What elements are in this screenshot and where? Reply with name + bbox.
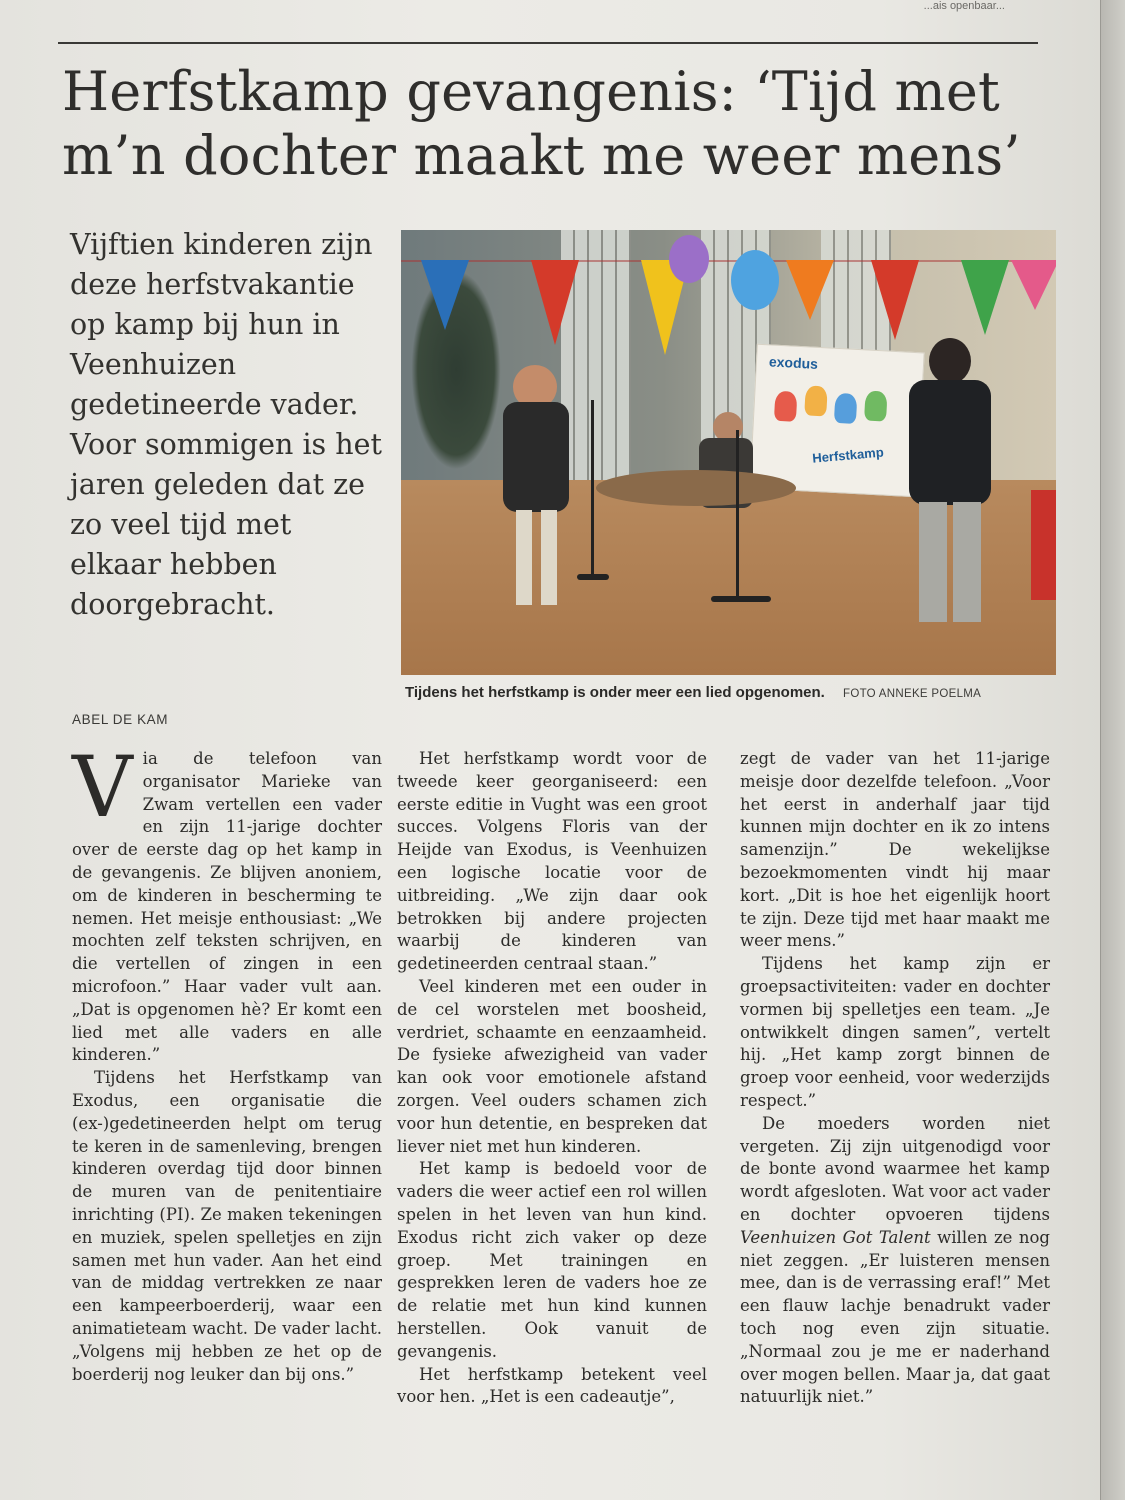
bunting-flag <box>531 260 579 345</box>
banner-title: Herfstkamp <box>811 444 885 466</box>
bunting-flag <box>421 260 469 330</box>
article-column-1 <box>72 738 382 1386</box>
paragraph-text: ia de telefoon van organisator Marieke van Zwam vertellen een vader en zijn 11-jarige dochter over de eerste dag op het kamp in de gevangenis. Ze blijven anoniem, om de kinderen in bescherming te nemen. Het meisje enthousiast: „We mochten zelf teksten schrijven, en die vertellen of zingen in een microfoon.” Haar vader vult aan. „Dat is opgenomen hè? Er komt een lied met alle vaders en alle kinderen.” <box>72 749 382 1065</box>
article-column-3 <box>740 748 1050 1409</box>
paragraph: zegt de vader van het 11-jarige meisje door dezelfde telefoon. „Voor het eerst in anderhalf jaar tijd kunnen mijn dochter en ik zo intens samenzijn.” De wekelijkse bezoekmomenten vindt hij maar kort. „Dit is hoe het eigenlijk hoort te zijn. Deze tijd met haar maakt me weer mens.” <box>740 749 1050 951</box>
show-title: Veenhuizen Got Talent <box>740 1227 931 1247</box>
exodus-banner <box>749 344 924 498</box>
bunting-flag <box>1011 260 1056 310</box>
drop-cap: V <box>72 738 133 836</box>
paragraph-text: willen ze nog niet zeggen. „Er luisteren mensen mee, dan is de verrassing eraf!” Met een flauw lachje benadrukt vader toch nog even zijn situatie. „Normaal zou je me er naderhand over mogen bellen. Maar ja, dat gaat natuurlijk niet.” <box>740 1227 1050 1407</box>
byline: ABEL DE KAM <box>72 712 169 727</box>
article-headline: Herfstkamp gevangenis: ‘Tijd met m’n dochter maakt me weer mens’ <box>62 60 1021 187</box>
paragraph: Veel kinderen met een ouder in de cel worstelen met boosheid, verdriet, schaamte en eenzaamheid. De fysieke afwezigheid van vader kan ook voor emotionele afstand zorgen. Veel ouders schamen zich voor hun detentie, en bespreken dat liever niet met hun kinderen. <box>397 976 707 1156</box>
bunting-flag <box>961 260 1009 335</box>
paragraph-text: De moeders worden niet vergeten. Zij zijn uitgenodigd voor de bonte avond waarmee het kamp wordt afgesloten. Wat voor act vader en dochter opvoeren tijdens <box>740 1113 1050 1224</box>
paragraph: Tijdens het Herfstkamp van Exodus, een organisatie die (ex-)gedetineerden helpt om terug te keren in de samenleving, brengen kinderen overdag tijd door binnen de muren van de penitentiaire inrichting (PI). Ze maken tekeningen en muziek, spelen spelletjes en zijn samen met hun vader. Aan het eind van de middag vertrekken ze naar een kampeerboerderij, waar een animatieteam wacht. De vader lacht. „Volgens mij hebben ze het op de boerderij nog leuker dan bij ons.” <box>72 1068 382 1384</box>
photo-caption <box>405 684 1055 701</box>
mic-stand <box>591 400 594 580</box>
photo-round-table <box>596 470 796 506</box>
next-page-edge <box>1100 0 1125 1500</box>
article-column-2 <box>397 748 707 1409</box>
paragraph: Het kamp is bedoeld voor de vaders die weer actief een rol willen spelen in het leven van hun kind. Exodus richt zich vaker op deze groep. Met trainingen en gesprekken leren de vaders hoe ze de relatie met hun kind kunnen herstellen. Ook vanuit de gevangenis. <box>397 1159 707 1361</box>
bunting-flag <box>786 260 834 320</box>
photo-credit: FOTO ANNEKE POELMA <box>843 688 982 700</box>
mic-stand-base <box>711 596 771 602</box>
photo-person-body <box>909 380 991 505</box>
mic-stand-base <box>577 574 609 580</box>
top-rule <box>58 42 1038 44</box>
bunting-string <box>401 260 1056 262</box>
paragraph: Het herfstkamp betekent veel voor hen. „Het is een cadeautje”, <box>397 1364 707 1407</box>
paragraph: Tijdens het kamp zijn er groepsactiviteiten: vader en dochter vormen bij spelletjes een team. „Je ontwikkelt dingen samen”, vertelt hij. „Het kamp zorgt binnen de groep voor eenheid, voor wederzijds respect.” <box>740 954 1050 1110</box>
photo-person-leg <box>953 502 981 622</box>
painted-hand <box>774 391 798 422</box>
photo-balloon <box>669 235 709 283</box>
mic-stand <box>736 430 739 600</box>
painted-hand <box>864 390 888 421</box>
paragraph <box>72 738 382 1067</box>
article-photo <box>401 230 1056 675</box>
article-lede: Vijftien kinderen zijn deze herfstvakantie op kamp bij hun in Veenhuizen gedetineerde vader. Voor sommigen is het jaren geleden dat ze zo veel tijd met elkaar hebben doorgebracht. <box>70 228 382 621</box>
painted-hand <box>804 385 828 416</box>
caption-text: Tijdens het herfstkamp is onder meer een lied opgenomen. <box>405 684 825 701</box>
paragraph <box>740 1113 1050 1409</box>
photo-person-head <box>929 338 971 384</box>
photo-person-leg <box>516 510 532 605</box>
bunting-flag <box>871 260 919 340</box>
top-header-fragment: ...ais openbaar... <box>923 0 1005 12</box>
photo-red-object <box>1031 490 1056 600</box>
painted-hand <box>834 393 858 424</box>
photo-person-body <box>503 402 569 512</box>
photo-person-leg <box>919 502 947 622</box>
paragraph: Het herfstkamp wordt voor de tweede keer georganiseerd: een eerste editie in Vught was een groot succes. Volgens Floris van der Heijde van Exodus, is Veenhuizen een logische locatie voor de uitbreiding. „We zijn daar ook betrokken bij andere projecten waarbij de kinderen van gedetineerden centraal staan.” <box>397 749 707 974</box>
photo-balloon <box>731 250 779 310</box>
photo-person-leg <box>541 510 557 605</box>
banner-logo: exodus <box>768 353 819 372</box>
